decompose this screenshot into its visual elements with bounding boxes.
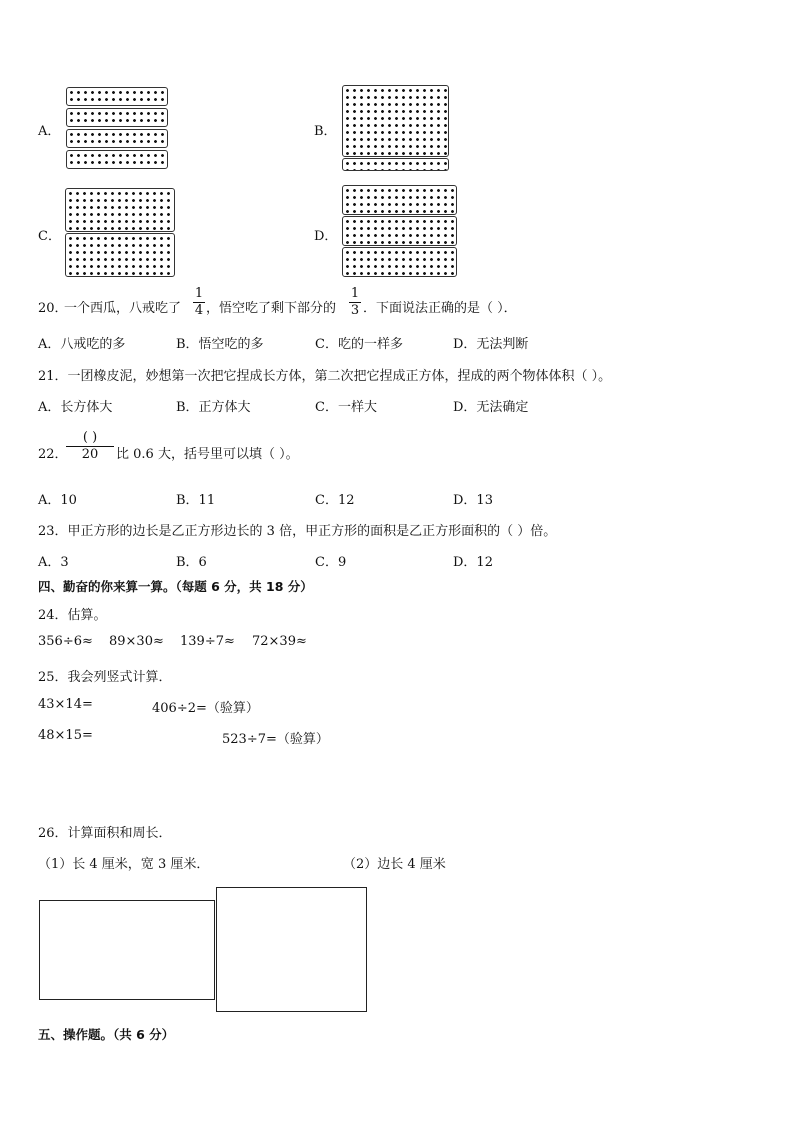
calc-item: 43×14= [38, 697, 93, 712]
estimate-item: 139÷7≈ [180, 634, 235, 649]
numerator-blank: ( ) [82, 430, 98, 445]
calc-item: 406÷2=（验算） [152, 701, 259, 716]
dot-block [65, 233, 175, 277]
dot-strip [66, 150, 168, 169]
dot-block [342, 247, 457, 277]
denominator: 20 [81, 447, 99, 462]
dot-block [342, 185, 457, 215]
option-c-label: C． [38, 229, 61, 244]
square-figure [216, 887, 367, 1012]
question-text: 一个西瓜，八戒吃了 [64, 301, 182, 316]
option-a: A．八戒吃的多 [38, 337, 126, 352]
fraction-blank-over-20 [66, 431, 114, 462]
section-heading: 四、勤奋的你来算一算。（每题 6 分，共 18 分） [38, 579, 313, 594]
dot-block [342, 216, 457, 246]
question-text: 比 0.6 大，括号里可以填（ ）。 [116, 447, 299, 462]
rectangle-figure [39, 900, 215, 1000]
option-c: C．12 [315, 493, 355, 508]
dot-square [342, 85, 449, 157]
question-text: 21．一团橡皮泥，妙想第一次把它捏成长方体，第二次把它捏成正方体，捏成的两个物体体积（ ）。 [38, 369, 612, 384]
calc-item: 48×15= [38, 728, 93, 743]
option-b: B．悟空吃的多 [176, 337, 264, 352]
option-d: D．13 [453, 493, 493, 508]
option-c: C．一样大 [315, 400, 377, 415]
estimate-item: 356÷6≈ [38, 634, 93, 649]
dot-block [65, 188, 175, 232]
option-b: B．11 [176, 493, 216, 508]
option-a: A．10 [38, 493, 77, 508]
question-number: 20． [38, 301, 68, 316]
denominator: 4 [194, 303, 204, 318]
option-d: D．无法判断 [453, 337, 529, 352]
option-b: B．正方体大 [176, 400, 251, 415]
option-c: C．吃的一样多 [315, 337, 403, 352]
option-c: C．9 [315, 555, 347, 570]
denominator: 3 [350, 303, 360, 318]
estimate-item: 72×39≈ [252, 634, 307, 649]
dot-strip [66, 87, 168, 106]
question-title: 26．计算面积和周长． [38, 826, 172, 841]
question-text: ，悟空吃了剩下部分的 [206, 301, 337, 316]
question-number: 22． [38, 447, 68, 462]
calc-item: 523÷7=（验算） [222, 732, 329, 747]
question-text: 23．甲正方形的边长是乙正方形边长的 3 倍，甲正方形的面积是乙正方形面积的（ ）倍。 [38, 524, 557, 539]
section-heading: 五、操作题。（共 6 分） [38, 1027, 175, 1042]
question-title: 25．我会列竖式计算． [38, 670, 172, 685]
estimate-item: 89×30≈ [109, 634, 164, 649]
sub-question-2: （2）边长 4 厘米 [343, 857, 446, 872]
option-a-label: A． [38, 124, 61, 139]
dot-strip [66, 129, 168, 148]
option-a: A．长方体大 [38, 400, 113, 415]
question-title: 24．估算。 [38, 608, 107, 623]
question-text: ．下面说法正确的是（ ）． [363, 301, 517, 316]
dot-strip [66, 108, 168, 127]
option-b-label: B． [314, 124, 337, 139]
option-d: D．12 [453, 555, 493, 570]
option-a: A．3 [38, 555, 69, 570]
fraction-one-quarter [193, 287, 205, 318]
dot-strip [342, 158, 449, 171]
numerator: 1 [194, 286, 204, 301]
sub-question-1: （1）长 4 厘米，宽 3 厘米． [38, 857, 210, 872]
option-d-label: D． [314, 229, 338, 244]
numerator: 1 [350, 286, 360, 301]
fraction-one-third [349, 287, 361, 318]
option-b: B．6 [176, 555, 207, 570]
option-d: D．无法确定 [453, 400, 529, 415]
